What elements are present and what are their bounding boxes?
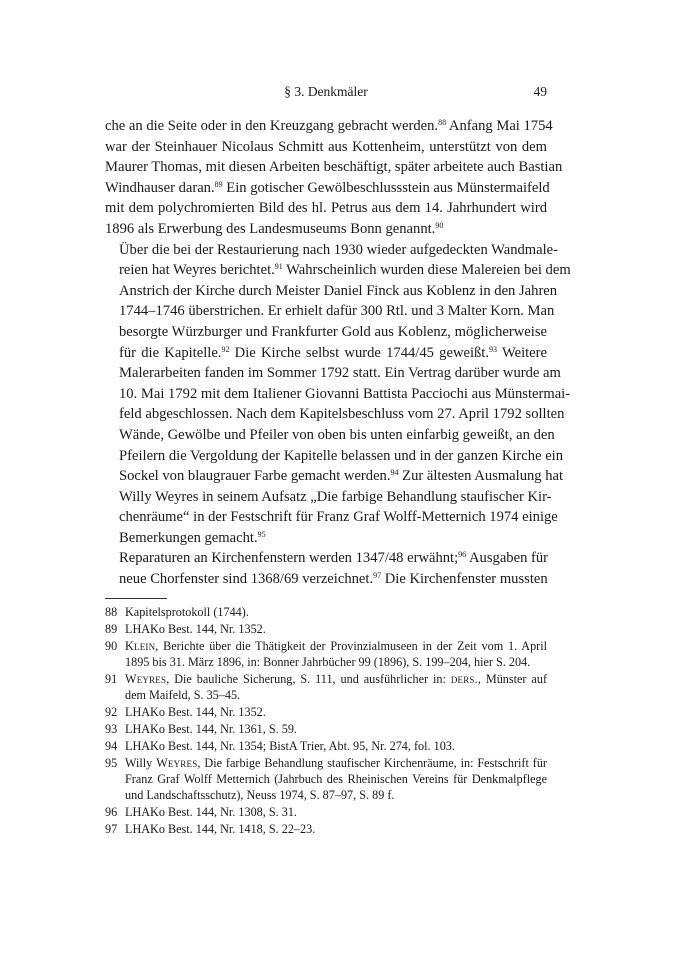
footnote-text: LHAKo Best. 144, Nr. 1361, S. 59. xyxy=(125,722,297,736)
text-run: Anfang Mai 1754 xyxy=(446,118,553,134)
text-run: Ein gotischer Gewölbeschlussstein aus Münstermaifeld xyxy=(222,179,550,196)
text-line: Willy Weyres in seinem Aufsatz „Die farbige Behandlung staufischer Kir- xyxy=(119,488,552,505)
page-number: 49 xyxy=(533,84,547,99)
footnote-text xyxy=(125,755,547,803)
footnote xyxy=(105,671,547,703)
text-run: Die Kirche selbst wurde 1744/45 geweißt. xyxy=(229,344,490,361)
footnote-ref: 90 xyxy=(435,220,444,230)
footnote-number: 95 xyxy=(105,756,118,770)
text-run: , Münster auf dem Maifeld, S. 35–45. xyxy=(125,672,547,702)
footnote-number: 97 xyxy=(105,822,118,836)
text-line: Malerarbeiten fanden im Sommer 1792 statt. Ein Vertrag darüber wurde am xyxy=(119,365,561,382)
text-line: chenräume“ in der Festschrift für Franz Graf Wolff-Metternich 1974 einige xyxy=(119,509,558,526)
footnote-ref: 89 xyxy=(214,179,223,189)
footnote-number: 91 xyxy=(105,672,118,686)
footnote-text xyxy=(125,671,547,703)
footnote xyxy=(105,821,547,837)
footnote xyxy=(105,721,547,737)
author-name: Klein xyxy=(125,639,156,653)
footnote-number: 92 xyxy=(105,705,118,719)
author-name: Weyres xyxy=(125,672,167,686)
text-line xyxy=(105,178,550,199)
footnote-number: 90 xyxy=(105,639,118,653)
text-line xyxy=(105,569,547,590)
text-line: mit dem polychromierten Bild des hl. Petrus aus dem 14. Jahrhundert wird xyxy=(105,200,547,217)
footnote-ref: 95 xyxy=(257,529,266,539)
text-line: feld abgeschlossen. Nach dem Kapitelsbeschluss vom 27. April 1792 sollten xyxy=(119,406,565,423)
text-line xyxy=(105,466,564,487)
text-line: 10. Mai 1792 mit dem Italiener Giovanni Battista Pacciochi aus Münstermai- xyxy=(119,385,571,402)
text-line: Maurer Thomas, mit diesen Arbeiten beschäftigt, später arbeitete auch Bastian xyxy=(105,159,563,176)
footnote xyxy=(105,604,547,620)
running-head xyxy=(105,84,547,104)
text-line: Wände, Gewölbe und Pfeiler von oben bis unten einfarbig geweißt, an den xyxy=(119,426,555,443)
text-line: Anstrich der Kirche durch Meister Daniel Finck aus Koblenz in den Jahren xyxy=(119,282,558,299)
footnote xyxy=(105,704,547,720)
footnote-number: 88 xyxy=(105,605,118,619)
text-run: Zur ältesten Ausmalung hat xyxy=(398,468,564,485)
footnotes xyxy=(105,604,547,838)
footnote-ref: 88 xyxy=(438,118,447,127)
footnote-divider xyxy=(105,598,167,599)
running-title: § 3. Denkmäler xyxy=(284,84,368,99)
footnote-text: LHAKo Best. 144, Nr. 1352. xyxy=(125,622,266,636)
text-run: Wahrscheinlich wurden diese Malereien bei dem xyxy=(282,262,571,279)
text-line xyxy=(105,528,547,549)
text-line: 1744–1746 überstrichen. Er erhielt dafür 300 Rtl. und 3 Malter Korn. Man xyxy=(119,303,555,320)
text-line xyxy=(105,219,547,240)
text-line: besorgte Würzburger und Frankfurter Gold aus Koblenz, möglicherweise xyxy=(119,323,547,340)
footnote-ref: 96 xyxy=(458,550,467,560)
text-run: neue Chorfenster sind 1368/69 verzeichnet. xyxy=(119,571,374,588)
footnote-text: LHAKo Best. 144, Nr. 1354; BistA Trier, Abt. 95, Nr. 274, fol. 103. xyxy=(125,739,455,753)
text-run: , Die farbige Behandlung staufischer Kirchenräume, in: Festschrift für Franz Graf Wolff Metternich (Jahrbuch des Rheinischen Vereins für Denkmalpflege und Landschaftsschutz), Neuss 1974, S. 87–97, S. 89 f. xyxy=(125,756,547,802)
footnote-ref: 92 xyxy=(221,344,230,354)
text-run: Weitere xyxy=(497,344,547,361)
text-run: , Die bauliche Sicherung, S. 111, und ausführlicher in: xyxy=(166,672,451,686)
footnote-text xyxy=(125,638,547,670)
text-line xyxy=(105,548,547,569)
text-run: Ausgaben für xyxy=(466,550,549,567)
text-line xyxy=(105,116,553,137)
body-text xyxy=(105,116,571,590)
footnote-text: LHAKo Best. 144, Nr. 1352. xyxy=(125,705,266,719)
footnote-number: 89 xyxy=(105,622,118,636)
paragraph xyxy=(105,240,571,549)
footnote-ref: 91 xyxy=(274,262,283,272)
footnote-number: 96 xyxy=(105,805,118,819)
text-run: reien hat Weyres berichtet. xyxy=(119,262,275,279)
footnote-text: LHAKo Best. 144, Nr. 1308, S. 31. xyxy=(125,805,297,819)
text-run: 1896 als Erwerbung des Landesmuseums Bonn genannt. xyxy=(105,220,436,237)
text-line xyxy=(105,260,571,281)
footnote-ref: 97 xyxy=(373,571,382,581)
footnote-text: LHAKo Best. 144, Nr. 1418, S. 22–23. xyxy=(125,822,316,836)
author-name: ders. xyxy=(450,672,478,686)
footnote xyxy=(105,738,547,754)
footnote-ref: 93 xyxy=(489,344,498,354)
text-run: , Berichte über die Thätigkeit der Provinzialmuseen in der Zeit vom 1. April 1895 bis 31. März 1896, in: Bonner Jahrbücher 99 (1896), S. 199–204, hier S. 204. xyxy=(125,639,547,669)
text-run: Die Kirchenfenster mussten xyxy=(381,571,548,588)
footnote-ref: 94 xyxy=(390,468,399,478)
footnote xyxy=(105,638,547,670)
footnote xyxy=(105,804,547,820)
text-run: Sockel von blaugrauer Farbe gemacht werden. xyxy=(119,468,391,485)
text-run: Reparaturen an Kirchenfenstern werden 1347/48 erwähnt; xyxy=(119,550,459,567)
footnote-number: 94 xyxy=(105,739,118,753)
paragraph xyxy=(105,548,547,589)
text-run: für die Kapitelle. xyxy=(119,344,222,361)
footnote-text: Kapitelsprotokoll (1744). xyxy=(125,605,249,619)
text-run: Bemerkungen gemacht. xyxy=(119,529,258,546)
text-line: war der Steinhauer Nicolaus Schmitt aus Kottenheim, unterstützt von dem xyxy=(105,138,547,155)
text-line: Pfeilern die Vergoldung der Kapitelle belassen und in der ganzen Kirche ein xyxy=(119,447,564,464)
footnote-number: 93 xyxy=(105,722,118,736)
text-run: che an die Seite oder in den Kreuzgang gebracht werden. xyxy=(105,118,439,134)
author-name: Weyres xyxy=(156,756,198,770)
footnote xyxy=(105,755,547,803)
paragraph xyxy=(105,116,563,240)
footnote xyxy=(105,621,547,637)
text-line xyxy=(105,343,547,364)
text-line: Über die bei der Restaurierung nach 1930 wieder aufgedeckten Wandmale- xyxy=(119,241,559,258)
text-run: Windhauser daran. xyxy=(105,179,215,196)
text-run: Willy xyxy=(125,756,157,770)
